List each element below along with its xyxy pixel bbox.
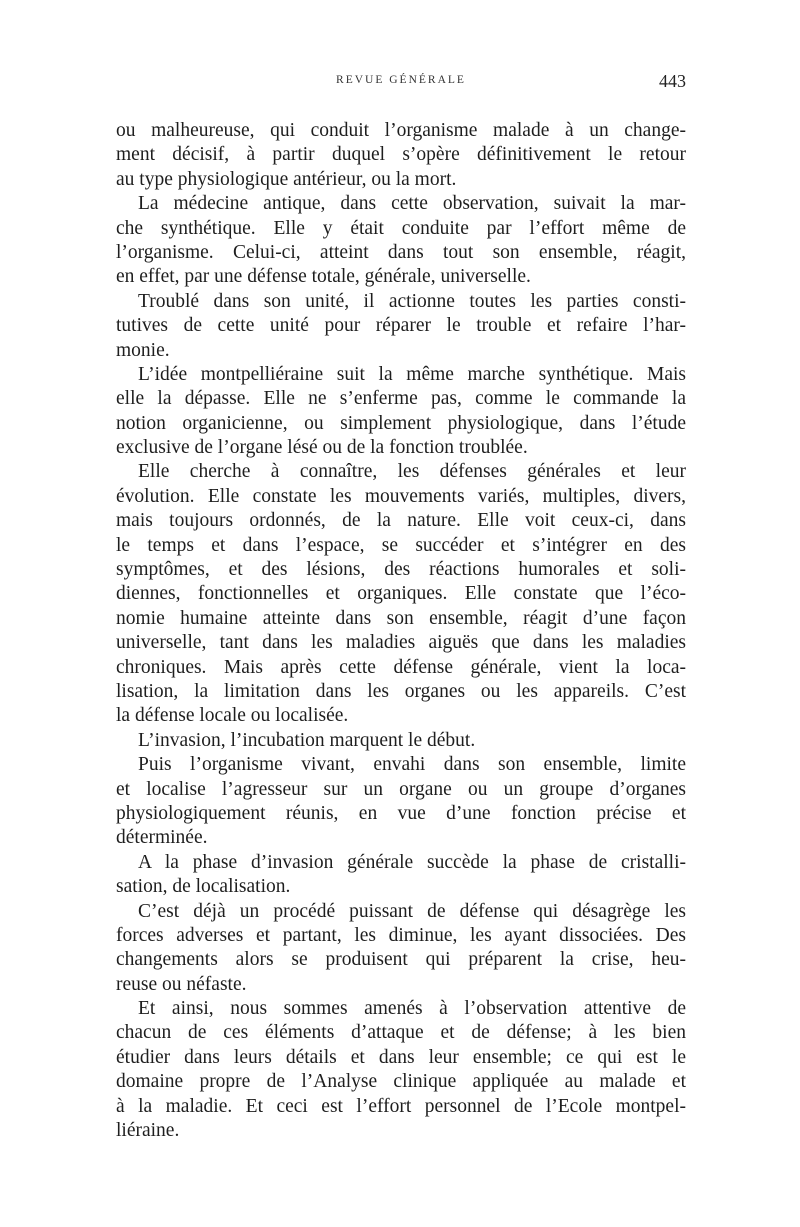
text-line: elle la dépasse. Elle ne s’enferme pas, comme le commande la — [116, 388, 686, 410]
text-line: universelle, tant dans les maladies aiguës que dans les maladies — [116, 632, 686, 654]
text-line: reuse ou néfaste. — [116, 973, 247, 995]
text-line: Puis l’organisme vivant, envahi dans son ensemble, limite — [138, 754, 686, 776]
text-line: domaine propre de l’Analyse clinique appliquée au malade et — [116, 1071, 686, 1093]
text-line: la défense locale ou localisée. — [116, 705, 349, 727]
text-line: ment décisif, à partir duquel s’opère définitivement le retour — [116, 144, 686, 166]
text-line: forces adverses et partant, les diminue, les ayant dissociées. Des — [116, 924, 686, 946]
text-line: che synthétique. Elle y était conduite par l’effort même de — [116, 217, 686, 239]
text-line: le temps et dans l’espace, se succéder et s’intégrer en des — [116, 534, 686, 556]
text-line: La médecine antique, dans cette observation, suivait la mar- — [138, 193, 686, 215]
text-line: physiologiquement réunis, en vue d’une fonction précise et — [116, 802, 686, 824]
text-line: Elle cherche à connaître, les défenses générales et leur — [138, 461, 686, 483]
text-line: changements alors se produisent qui préparent la crise, heu- — [116, 949, 686, 971]
text-line: mais toujours ordonnés, de la nature. Elle voit ceux-ci, dans — [116, 510, 686, 532]
text-line: C’est déjà un procédé puissant de défense qui désagrège les — [138, 900, 686, 922]
text-line: exclusive de l’organe lésé ou de la fonction troublée. — [116, 437, 528, 459]
text-line: notion organicienne, ou simplement physiologique, dans l’étude — [116, 412, 686, 434]
text-line: étudier dans leurs détails et dans leur ensemble; ce qui est le — [116, 1046, 686, 1068]
text-line: chacun de ces éléments d’attaque et de défense; à les bien — [116, 1022, 686, 1044]
text-line: Troublé dans son unité, il actionne toutes les parties consti- — [138, 290, 686, 312]
text-line: l’organisme. Celui-ci, atteint dans tout son ensemble, réagit, — [116, 241, 686, 263]
running-title: REVUE GÉNÉRALE — [336, 74, 466, 86]
text-line: liéraine. — [116, 1120, 180, 1142]
text-line: symptômes, et des lésions, des réactions humorales et soli- — [116, 559, 686, 581]
text-line: à la maladie. Et ceci est l’effort personnel de l’Ecole montpel- — [116, 1095, 686, 1117]
text-line: sation, de localisation. — [116, 876, 291, 898]
text-line: diennes, fonctionnelles et organiques. Elle constate que l’éco- — [116, 583, 686, 605]
text-line: chroniques. Mais après cette défense générale, vient la loca- — [116, 656, 686, 678]
text-line: ou malheureuse, qui conduit l’organisme malade à un change- — [116, 120, 686, 141]
text-line: monie. — [116, 339, 170, 361]
text-line: lisation, la limitation dans les organes ou les appareils. C’est — [116, 680, 686, 702]
body-text — [116, 119, 686, 1143]
text-line: L’invasion, l’incubation marquent le début. — [138, 729, 476, 751]
page-number: 443 — [659, 71, 686, 91]
text-line: au type physiologique antérieur, ou la mort. — [116, 168, 457, 190]
text-line: A la phase d’invasion générale succède la phase de cristalli- — [138, 851, 686, 873]
text-line: en effet, par une défense totale, générale, universelle. — [116, 266, 531, 288]
running-head — [116, 71, 686, 98]
text-line: évolution. Elle constate les mouvements variés, multiples, divers, — [116, 485, 686, 507]
text-line: Et ainsi, nous sommes amenés à l’observation attentive de — [138, 998, 686, 1020]
text-line: déterminée. — [116, 827, 208, 849]
text-line: tutives de cette unité pour réparer le trouble et refaire l’har- — [116, 315, 686, 337]
text-line: nomie humaine atteinte dans son ensemble, réagit d’une façon — [116, 607, 686, 629]
text-line: et localise l’agresseur sur un organe ou un groupe d’organes — [116, 778, 686, 800]
text-line: L’idée montpelliéraine suit la même marche synthétique. Mais — [138, 363, 686, 385]
